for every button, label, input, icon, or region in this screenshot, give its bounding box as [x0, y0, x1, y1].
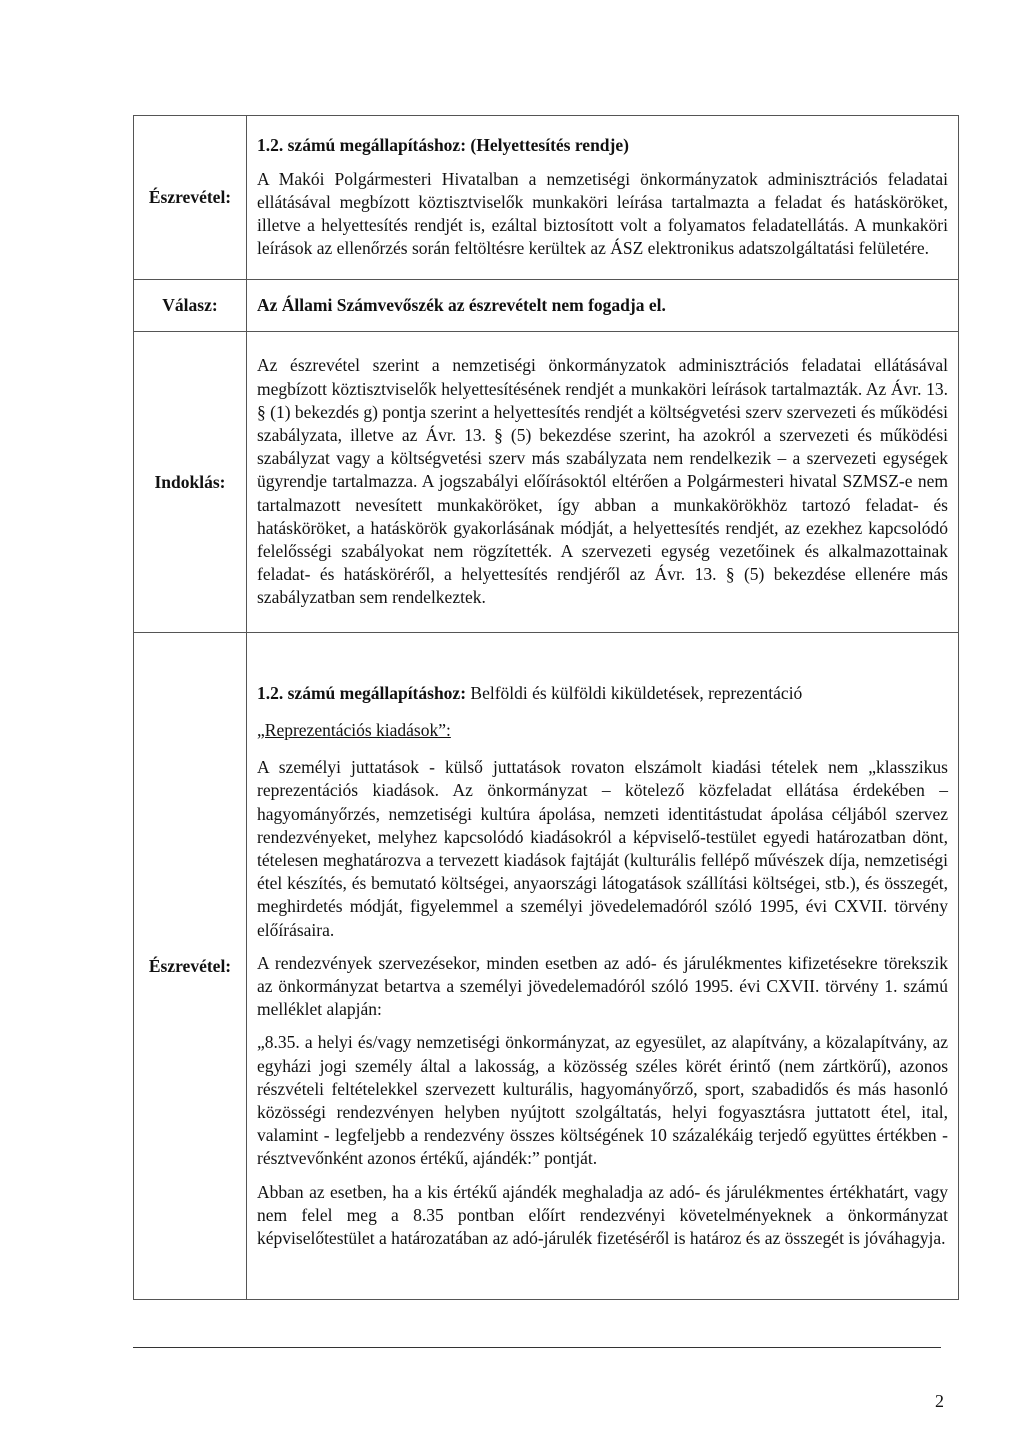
- footer-divider: [133, 1347, 941, 1348]
- finding-heading-topic: Belföldi és külföldi kiküldetések, reprezentáció: [466, 682, 803, 703]
- observation-paragraph: A Makói Polgármesteri Hivatalban a nemzetiségi önkormányzatok adminisztrációs feladatai ellátásával megbízott köztisztviselők munkaköri leírása tartalmazta a feladat és hatásköröket, illetve a helyettesítés rendjét is, ezáltal biztosított volt a folyamatos feladatellátás. A munkaköri leírások az ellenőrzés során feltöltésre kerültek az ÁSZ elektronikus adatszolgáltatási felületére.: [257, 168, 948, 259]
- justification-paragraph: Az észrevétel szerint a nemzetiségi önkormányzatok adminisztrációs feladatai ellátásával megbízott köztisztviselők helyettesítésének rendjét a munkaköri leírások tartalmazták. Az Ávr. 13. § (1) bekezdés g) pontja szerint a helyettesítés rendjét a költségvetési szerv szervezeti és működési szabályzata, illetve az Ávr. 13. § (5) bekezdése szerint, ha azokról a szervezeti és működési szabályzat vagy a költségvetési szerv más szabályzata nem rendelkezik – a szervezeti egységek ügyrendje tartalmazza. A jogszabályi előírásoktól eltérően a Polgármesteri hivatal SZMSZ-e nem tartalmazott nevesített munkaköröket, így abban a munkakörökhöz tartozó feladat- és hatásköröket, a hatáskörök gyakorlásának módját, a helyettesítés rendjét, az ezekhez kapcsolódó felelősségi szabályokat nem rögzítették. A szervezeti egység vezetőinek és alkalmazottainak feladat- és hatásköréről, a helyettesítés rendjéről az Ávr. 13. § (5) bekezdése ellenére más szabályzatban sem rendelkeztek.: [257, 355, 948, 608]
- table-row: [134, 332, 959, 633]
- answer-content: [247, 280, 959, 332]
- observation-paragraph: A személyi juttatások - külső juttatások rovaton elszámolt kiadási tételek nem „klasszikus reprezentációs kiadások. Az önkormányzat – kötelező közfeladat ellátása érdekében – hagyományőrzés, nemzetiségi kultúra ápolása, nemzeti identitástudat ápolása céljából szervez rendezvényeket, melyhez kapcsolódó kiadásokról a képviselő-testület egyedi határozatban dönt, tételesen meghatározva a tervezett kiadások fajtáját (kulturális fellépő művészek díja, nemzetiségi étel készítés, és bemutató költségei, anyaországi látogatások szállítási költségei, stb.), és összegét, meghirdetés módját, figyelemmel a személyi jövedelemadóról szóló 1995, évi CXVII. törvény előírásaira.: [257, 757, 948, 940]
- finding-heading: 1.2. számú megállapításhoz: (Helyettesítés rendje): [257, 135, 629, 156]
- table-row: [134, 116, 959, 280]
- table-row: [134, 633, 959, 1300]
- row-label-observation: Észrevétel:: [134, 633, 247, 1300]
- answer-text: Az Állami Számvevőszék az észrevételt nem fogadja el.: [257, 294, 666, 315]
- row-label-observation: Észrevétel:: [134, 116, 247, 280]
- subheading: „Reprezentációs kiadások”:: [257, 719, 451, 740]
- finding-heading: [257, 682, 948, 705]
- observation-paragraph: Abban az esetben, ha a kis értékű ajándék meghaladja az adó- és járulékmentes értékhatárt, vagy nem felel meg a 8.35 pontban előírt rendezvényi követelményeknek a önkormányzat képviselőtestület a határozatában az adó-járulék fizetéséről is határoz és az összegét is jóváhagyja.: [257, 1181, 948, 1249]
- observation-table: [133, 115, 959, 1300]
- table-row: [134, 280, 959, 332]
- observation-content: [247, 633, 959, 1300]
- finding-heading-bold: 1.2. számú megállapításhoz:: [257, 682, 467, 703]
- justification-content: [247, 332, 959, 633]
- row-label-justification: Indoklás:: [134, 332, 247, 633]
- row-label-answer: Válasz:: [134, 280, 247, 332]
- observation-content: [247, 116, 959, 280]
- quoted-regulation: „8.35. a helyi és/vagy nemzetiségi önkormányzat, az egyesület, az alapítvány, a közalapítvány, az egyházi jogi személy által a lakosság, a közösség széles körét érintő (nem zártkörű), azonos részvételi feltételekkel szervezett kulturális, hagyományőrző, sport, szabadidős és más hasonló közösségi rendezvényen helyben nyújtott szolgáltatás, helyi fogyasztásra juttatott étel, ital, valamint - legfeljebb a rendezvény összes költségének 10 százalékáig terjedő együttes értékben - résztvevőnként azonos értékű, ajándék:” pontját.: [257, 1032, 948, 1169]
- page-number: 2: [935, 1391, 944, 1411]
- observation-paragraph: A rendezvények szervezésekor, minden esetben az adó- és járulékmentes kifizetésekre törekszik az önkormányzat betartva a személyi jövedelemadóról szóló 1995. évi CXVII. törvény 1. számú melléklet alapján:: [257, 952, 948, 1020]
